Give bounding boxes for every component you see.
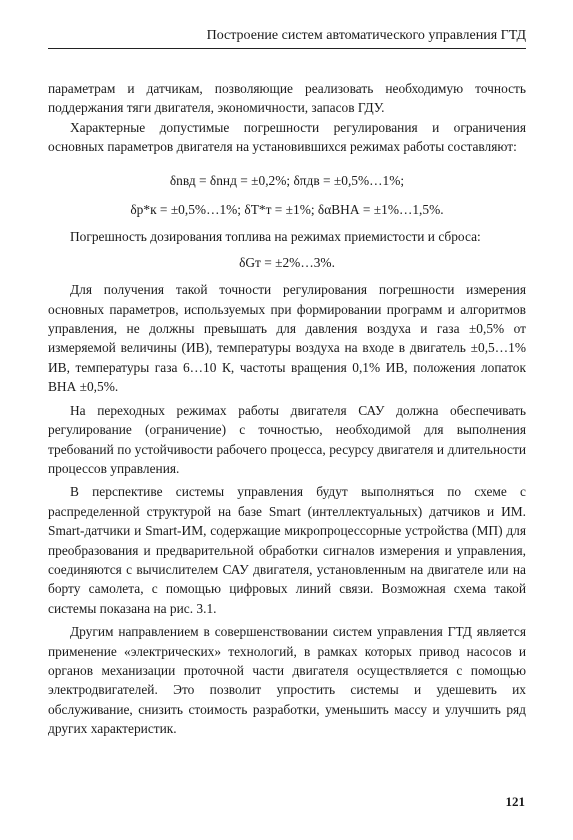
formula-fuel-tolerance	[48, 253, 526, 272]
formula-speed-tolerances	[48, 171, 526, 190]
paragraph-measurement-accuracy: Для получения такой точности регулирования погрешности измерения основных параметров, используемых при формировании программ и алгоритмов управления, не должны превышать для давления воздуха и газа ±0,5% от измеряемой величины (ИВ), температуры воздуха на входе в двигатель ±0,5…1% ИВ, температуры газа 6…10 К, частоты вращения 0,1% ИВ, положения лопаток ВНА ±0,5%.	[48, 282, 526, 395]
page-number: 121	[505, 794, 525, 809]
page-body	[48, 79, 526, 739]
paragraph-fuel-metering: Погрешность дозирования топлива на режимах приемистости и сброса:	[70, 229, 481, 245]
formula-text: δGт = ±2%…3%.	[239, 254, 335, 270]
paragraph-distributed-structure: В перспективе системы управления будут выполняться по схеме с распределенной структурой на базе Smart (интеллектуальных) датчиков и ИМ. Smart-датчики и Smart-ИМ, содержащие микропроцессорные устройства (МП) для преобразования и предварительной обработки сигналов измерения и управления, соединяются с вычислителем САУ двигателя, установленным на двигателе или на борту самолета, с помощью цифровых линий связи. Возможная схема такой системы показана на рис. 3.1.	[48, 484, 526, 616]
formula-pressure-temperature-tolerances	[48, 200, 526, 219]
paragraph-electric-technologies: Другим направлением в совершенствовании систем управления ГТД является применение «электрических» технологий, в рамках которых привод насосов и органов механизации проточной части двигателя осуществляется с помощью электродвигателей. Это позволит упростить системы и удешевить их обслуживание, снизить стоимость разработки, уменьшить массу и улучшить ряд других характеристик.	[48, 624, 526, 737]
running-title: Построение систем автоматического управления ГТД	[206, 28, 526, 43]
formula-text: δp*к = ±0,5%…1%; δT*т = ±1%; δαВНА = ±1%…1,5%.	[130, 202, 444, 218]
paragraph-tolerances-intro: Характерные допустимые погрешности регулирования и ограничения основных параметров двигателя на установившихся режимах работы составляют:	[48, 119, 526, 155]
formula-text: δnвд = δnнд = ±0,2%; δπдв = ±0,5%…1%;	[169, 172, 405, 188]
paragraph-continuation: параметрам и датчикам, позволяющие реализовать необходимую точность поддержания тяги двигателя, экономичности, запасов ГДУ.	[48, 81, 526, 116]
running-header	[48, 26, 526, 49]
paragraph-transient-modes: На переходных режимах работы двигателя САУ должна обеспечивать регулирование (ограничение) с точностью, необходимой для выполнения требований по устойчивости рабочего процесса, ресурсу двигателя и длительности процессов управления.	[48, 402, 526, 476]
